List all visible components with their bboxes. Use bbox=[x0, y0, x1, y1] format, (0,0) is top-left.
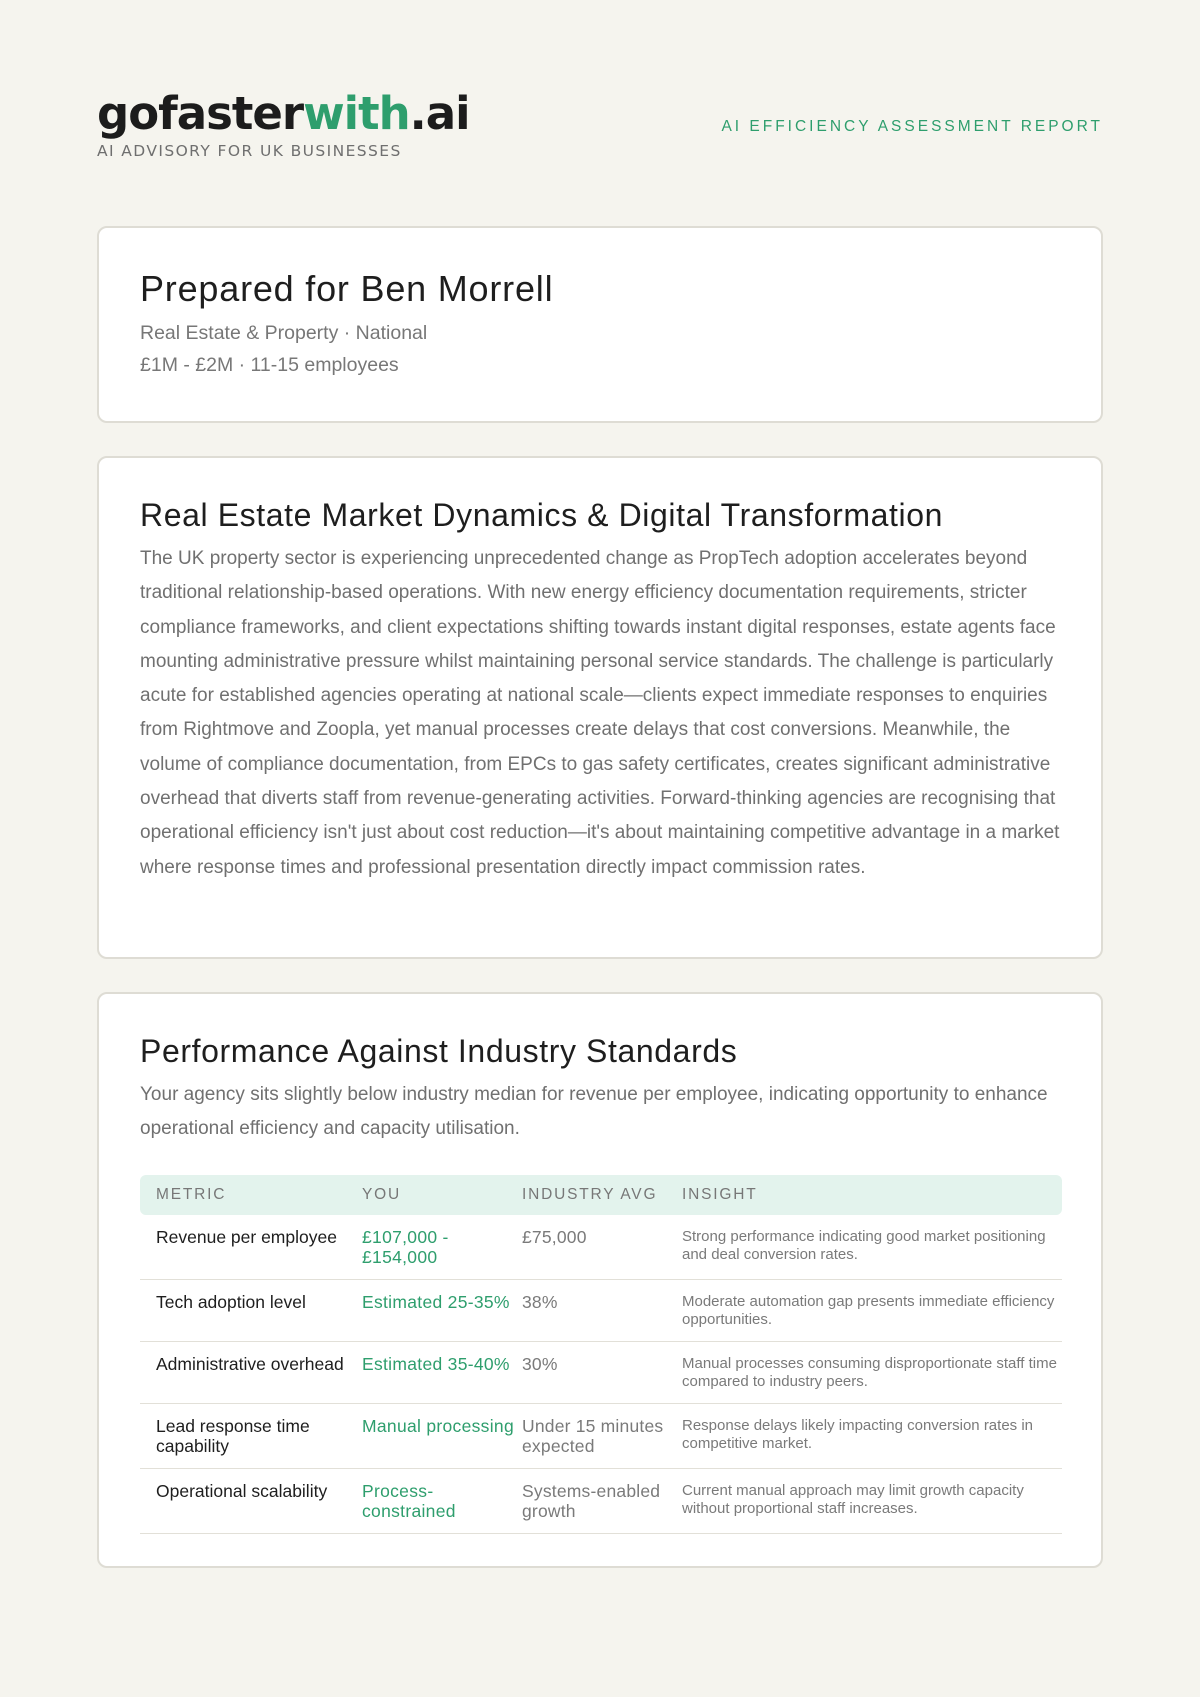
client-card bbox=[97, 226, 1103, 423]
performance-table bbox=[140, 1175, 1062, 1534]
metric-cell: Tech adoption level bbox=[140, 1279, 362, 1341]
table-row bbox=[140, 1341, 1062, 1403]
report-type-label: AI EFFICIENCY ASSESSMENT REPORT bbox=[721, 118, 1103, 135]
market-dynamics-card bbox=[97, 456, 1103, 959]
report-header bbox=[97, 88, 1103, 168]
table-header-row bbox=[140, 1175, 1062, 1215]
performance-intro: Your agency sits slightly below industry median for revenue per employee, indicating opportunity to enhance operational efficiency and capacity utilisation. bbox=[140, 1084, 1048, 1140]
insight-cell: Strong performance indicating good market positioning and deal conversion rates. bbox=[682, 1215, 1062, 1280]
performance-heading: Performance Against Industry Standards bbox=[140, 1033, 738, 1069]
client-sector: Real Estate & Property · National bbox=[140, 322, 428, 344]
client-title: Prepared for Ben Morrell bbox=[140, 268, 554, 309]
brand-name-part-1: gofaster bbox=[97, 87, 304, 140]
brand-name-part-2: with bbox=[303, 87, 410, 140]
insight-cell: Moderate automation gap presents immediate efficiency opportunities. bbox=[682, 1279, 1062, 1341]
brand-tagline: AI ADVISORY FOR UK BUSINESSES bbox=[97, 142, 402, 160]
you-value-cell: Manual processing bbox=[362, 1403, 522, 1468]
metric-cell: Lead response time capability bbox=[140, 1403, 362, 1468]
market-dynamics-heading: Real Estate Market Dynamics & Digital Transformation bbox=[140, 497, 944, 533]
table-row bbox=[140, 1279, 1062, 1341]
column-header-insight: INSIGHT bbox=[682, 1175, 1062, 1215]
industry-avg-cell: 30% bbox=[522, 1341, 682, 1403]
metric-cell: Operational scalability bbox=[140, 1468, 362, 1533]
insight-cell: Current manual approach may limit growth capacity without proportional staff increases. bbox=[682, 1468, 1062, 1533]
industry-avg-cell: £75,000 bbox=[522, 1215, 682, 1280]
you-value-cell: Estimated 35-40% bbox=[362, 1341, 522, 1403]
you-value-cell: Process-constrained bbox=[362, 1468, 522, 1533]
industry-avg-cell: 38% bbox=[522, 1279, 682, 1341]
column-header-you: YOU bbox=[362, 1175, 522, 1215]
column-header-industry-avg: INDUSTRY AVG bbox=[522, 1175, 682, 1215]
table-row bbox=[140, 1403, 1062, 1468]
market-dynamics-body: The UK property sector is experiencing unprecedented change as PropTech adoption accelerates beyond traditional relationship-based operations. With new energy efficiency documentation requirements, stricter compliance frameworks, and client expectations shifting towards instant digital responses, estate agents face mounting administrative pressure whilst maintaining personal service standards. The challenge is particularly acute for established agencies operating at national scale—clients expect immediate responses to enquiries from Rightmove and Zoopla, yet manual processes create delays that cost conversions. Meanwhile, the volume of compliance documentation, from EPCs to gas safety certificates, creates significant administrative overhead that diverts staff from revenue-generating activities. Forward-thinking agencies are recognising that operational efficiency isn't just about cost reduction—it's about maintaining competitive advantage in a market where response times and professional presentation directly impact commission rates. bbox=[140, 548, 1060, 878]
metric-cell: Revenue per employee bbox=[140, 1215, 362, 1280]
industry-avg-cell: Under 15 minutes expected bbox=[522, 1403, 682, 1468]
you-value-cell: £107,000 - £154,000 bbox=[362, 1215, 522, 1280]
industry-avg-cell: Systems-enabled growth bbox=[522, 1468, 682, 1533]
you-value-cell: Estimated 25-35% bbox=[362, 1279, 522, 1341]
performance-card bbox=[97, 992, 1103, 1568]
client-size: £1M - £2M · 11-15 employees bbox=[140, 354, 399, 376]
metric-cell: Administrative overhead bbox=[140, 1341, 362, 1403]
brand-name-part-3: .ai bbox=[409, 87, 470, 140]
insight-cell: Manual processes consuming disproportionate staff time compared to industry peers. bbox=[682, 1341, 1062, 1403]
column-header-metric: METRIC bbox=[140, 1175, 362, 1215]
table-row bbox=[140, 1215, 1062, 1280]
insight-cell: Response delays likely impacting conversion rates in competitive market. bbox=[682, 1403, 1062, 1468]
table-row bbox=[140, 1468, 1062, 1533]
